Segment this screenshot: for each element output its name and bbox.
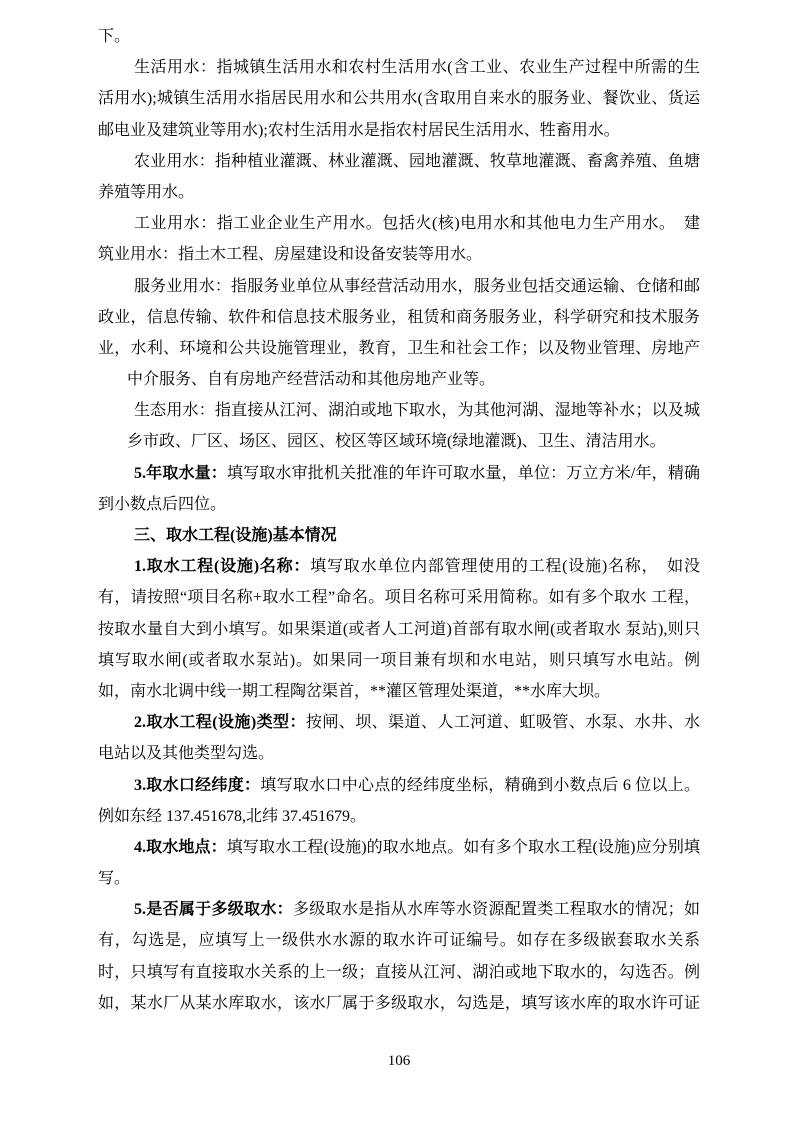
text-line <box>98 770 700 801</box>
text-run: 中介服务、自有房地产经营活动和其他房地产业等。 <box>127 371 496 389</box>
text-run: 筑业用水：指土木工程、房屋建设和设备安装等用水。 <box>98 246 483 264</box>
text-line <box>98 83 700 114</box>
bold-text-run: 3.取水口经纬度： <box>134 776 261 794</box>
text-line <box>98 957 700 988</box>
text-run: 时，只填写有直接取水关系的上一级；直接从江河、湖泊或地下取水的，勾选否。例 <box>98 963 700 981</box>
text-line <box>98 645 700 676</box>
text-run: 有，勾选是，应填写上一级供水水源的取水许可证编号。如存在多级嵌套取水关系 <box>98 932 700 950</box>
text-run: 填写取水工程(设施)的取水地点。如有多个取水工程(设施)应分别填 <box>226 838 700 856</box>
text-line <box>98 333 700 364</box>
text-run: 服务业用水：指服务业单位从事经营活动用水，服务业包括交通运输、仓储和邮 <box>134 277 700 295</box>
text-line <box>98 426 700 457</box>
text-line <box>98 676 700 707</box>
text-line <box>98 551 700 582</box>
text-run: 养殖等用水。 <box>98 183 195 201</box>
text-line <box>98 520 700 551</box>
text-line <box>98 801 700 832</box>
text-line <box>98 458 700 489</box>
text-run: 业，水利、环境和公共设施管理业，教育，卫生和社会工作；以及物业管理、房地产 <box>98 339 700 357</box>
text-run: 邮电业及建筑业等用水);农村生活用水是指农村居民生活用水、牲畜用水。 <box>98 121 620 139</box>
text-run: 例如东经 137.451678,北纬 37.451679。 <box>98 807 367 825</box>
bold-text-run: 5.是否属于多级取水： <box>134 901 293 919</box>
text-run: 填写取水单位内部管理使用的工程(设施)名称， 如没 <box>310 558 700 576</box>
text-line <box>98 271 700 302</box>
bold-text-run: 5.年取水量： <box>134 464 227 482</box>
text-run: 按闸、坝、渠道、人工河道、虹吸管、水泵、水井、水 <box>305 714 700 732</box>
text-run: 多级取水是指从水库等水资源配置类工程取水的情况；如 <box>292 901 700 919</box>
text-run: 电站以及其他类型勾选。 <box>98 745 275 763</box>
text-line <box>98 894 700 925</box>
text-run: 工业用水：指工业企业生产用水。包括火(核)电用水和其他电力生产用水。 建 <box>134 215 700 233</box>
page-footer <box>98 1046 700 1077</box>
text-run: 填写取水审批机关批准的年许可取水量，单位：万立方米/年，精确 <box>226 464 700 482</box>
text-line <box>98 395 700 426</box>
text-line <box>98 707 700 738</box>
text-run: 乡市政、厂区、场区、园区、校区等区域环境(绿地灌溉)、卫生、清洁用水。 <box>127 433 666 451</box>
text-line <box>98 364 700 395</box>
text-line <box>98 832 700 863</box>
text-line <box>98 582 700 613</box>
text-line <box>98 614 700 645</box>
bold-text-run: 2.取水工程(设施)类型： <box>134 714 306 732</box>
bold-text-run: 1.取水工程(设施)名称： <box>134 558 311 576</box>
text-run: 到小数点后四位。 <box>98 495 227 513</box>
text-line <box>98 115 700 146</box>
text-run: 填写取水口中心点的经纬度坐标，精确到小数点后 6 位以上。 <box>260 776 700 794</box>
text-line <box>98 21 700 52</box>
text-line <box>98 738 700 769</box>
text-run: 生态用水：指直接从江河、湖泊或地下取水，为其他河湖、湿地等补水；以及城 <box>134 402 700 420</box>
text-run: 填写取水闸(或者取水泵站)。如果同一项目兼有坝和水电站，则只填写水电站。例 <box>98 651 700 669</box>
text-line <box>98 863 700 894</box>
text-run: 写。 <box>98 870 131 888</box>
text-run: 按取水量自大到小填写。如果渠道(或者人工河道)首部有取水闸(或者取水 泵站),则只 <box>98 620 700 638</box>
text-run: 如，某水厂从某水库取水，该水厂属于多级取水，勾选是，填写该水库的取水许可证 <box>98 994 700 1012</box>
text-line <box>98 988 700 1019</box>
text-run: 农业用水：指种植业灌溉、林业灌溉、园地灌溉、牧草地灌溉、畜禽养殖、鱼塘 <box>134 152 700 170</box>
text-block <box>98 21 700 1019</box>
text-line <box>98 239 700 270</box>
text-run: 如，南水北调中线一期工程陶岔渠首，**灌区管理处渠道，**水库大坝。 <box>98 682 611 700</box>
bold-text-run: 三、取水工程(设施)基本情况 <box>134 527 337 544</box>
text-run: 生活用水：指城镇生活用水和农村生活用水(含工业、农业生产过程中所需的生 <box>134 59 700 77</box>
text-run: 活用水);城镇生活用水指居民用水和公共用水(含取用自来水的服务业、餐饮业、货运 <box>98 90 700 108</box>
text-line <box>98 52 700 83</box>
text-line <box>98 146 700 177</box>
text-line <box>98 208 700 239</box>
text-line <box>98 177 700 208</box>
text-run: 有，请按照“项目名称+取水工程”命名。项目名称可采用简称。如有多个取水 工程， <box>98 589 700 607</box>
text-run: 下。 <box>98 28 131 45</box>
text-line <box>98 302 700 333</box>
text-line <box>98 925 700 956</box>
text-line <box>98 489 700 520</box>
text-run: 政业，信息传输、软件和信息技术服务业，租赁和商务服务业，科学研究和技术服务 <box>98 308 700 326</box>
bold-text-run: 4.取水地点： <box>134 838 227 856</box>
page-number: 106 <box>387 1053 411 1069</box>
